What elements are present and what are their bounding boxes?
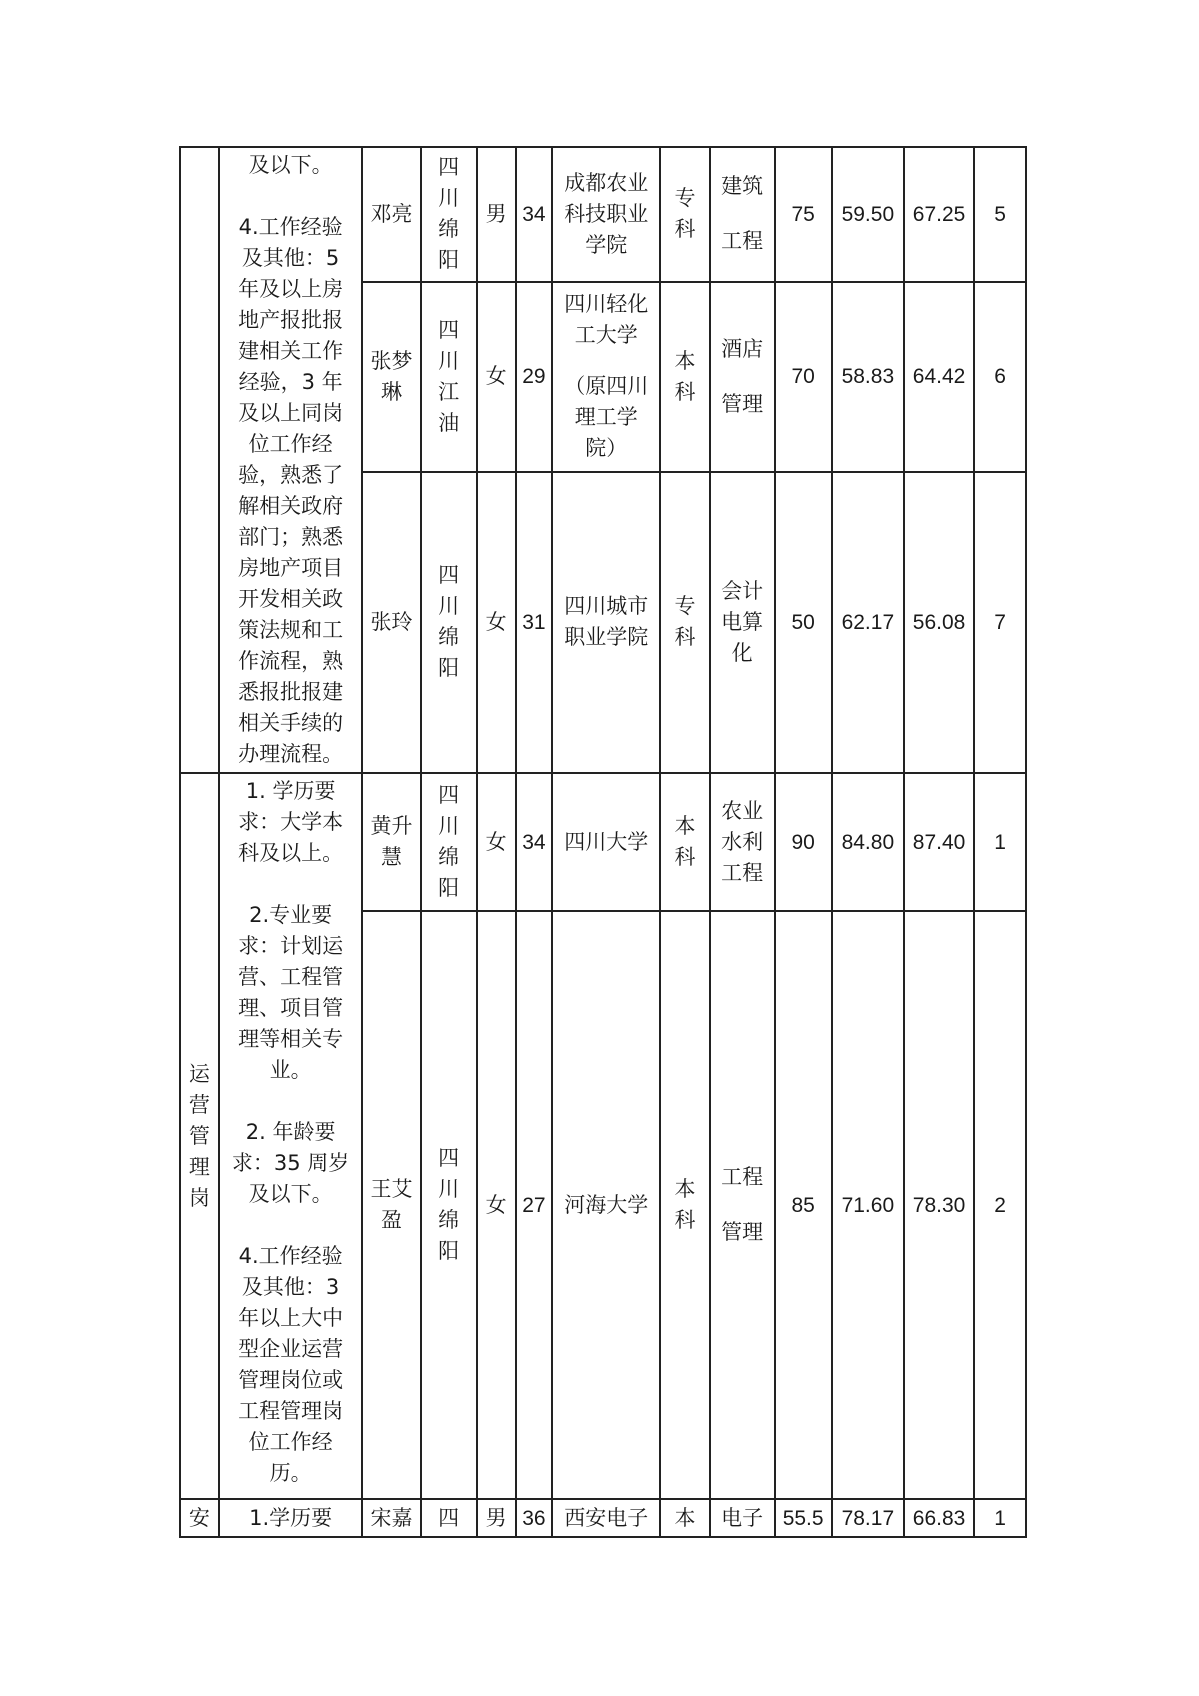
total-score-cell: 67.25 — [904, 147, 974, 282]
major-line: 会计 — [721, 578, 764, 603]
major-cell — [710, 773, 775, 911]
name-line: 王艾 — [370, 1177, 413, 1201]
degree-char: 科 — [674, 625, 696, 650]
school-line: （原四川 — [564, 374, 649, 399]
degree-cell — [660, 911, 710, 1499]
hometown-char: 四 — [438, 317, 460, 342]
req-line: 地产报批报 — [238, 308, 344, 332]
req-line: 解相关政府 — [238, 494, 344, 518]
hometown-char: 四 — [438, 563, 460, 588]
degree-char: 科 — [674, 845, 696, 869]
gender-cell: 女 — [477, 282, 516, 472]
req-line: 2. 年龄要 — [245, 1120, 336, 1144]
table-row — [180, 1499, 1026, 1537]
degree-cell — [660, 147, 710, 282]
gender-cell: 女 — [477, 773, 516, 911]
hometown-char: 绵 — [438, 845, 460, 869]
req-line: 位工作经 — [248, 432, 333, 456]
req-line: 经验，3 年 — [238, 370, 343, 394]
major-line: 农业 — [721, 798, 764, 823]
major-line: 工程 — [721, 1165, 764, 1189]
position-cell — [180, 147, 219, 773]
major-cell — [710, 282, 775, 472]
req-line: 业。 — [269, 1058, 312, 1082]
score1-cell: 50 — [775, 472, 832, 773]
name-line: 黄升 — [370, 814, 413, 838]
score1-cell: 90 — [775, 773, 832, 911]
rank-cell: 7 — [974, 472, 1026, 773]
score1-cell: 55.5 — [775, 1499, 832, 1537]
req-line: 及以下。 — [248, 153, 333, 177]
gender-cell: 男 — [477, 1499, 516, 1537]
name-cell: 宋嘉 — [362, 1499, 420, 1537]
req-line: 4.工作经验 — [238, 1244, 343, 1268]
major-line: 管理 — [721, 1220, 764, 1244]
rank-cell: 5 — [974, 147, 1026, 282]
degree-char: 专 — [674, 594, 696, 619]
score1-cell: 70 — [775, 282, 832, 472]
total-score-cell: 56.08 — [904, 472, 974, 773]
req-line: 策法规和工 — [238, 618, 344, 642]
degree-cell: 本 — [660, 1499, 710, 1537]
total-score-cell: 87.40 — [904, 773, 974, 911]
hometown-char: 绵 — [438, 217, 460, 242]
hometown-char: 阳 — [438, 1239, 460, 1263]
degree-char: 本 — [674, 814, 696, 838]
hometown-char: 油 — [438, 410, 460, 435]
hometown-cell — [421, 472, 477, 773]
req-line: 及其他：3 — [241, 1275, 340, 1299]
position-cell: 安 — [180, 1499, 219, 1537]
degree-cell — [660, 773, 710, 911]
name-cell: 邓亮 — [362, 147, 420, 282]
degree-cell — [660, 472, 710, 773]
req-line: 部门；熟悉 — [238, 525, 344, 549]
position-char: 运 — [188, 1061, 210, 1086]
major-cell — [710, 147, 775, 282]
hometown-cell — [421, 773, 477, 911]
requirement-cell — [219, 773, 363, 1499]
age-cell: 36 — [516, 1499, 553, 1537]
hometown-char: 绵 — [438, 1208, 460, 1232]
req-line: 营、工程管 — [238, 965, 344, 989]
score2-cell: 62.17 — [832, 472, 904, 773]
req-line: 2.专业要 — [249, 903, 333, 927]
req-line: 求：大学本 — [238, 810, 344, 834]
hometown-char: 阳 — [438, 876, 460, 900]
hometown-char: 四 — [438, 1146, 460, 1170]
school-cell: 河海大学 — [552, 911, 660, 1499]
name-line: 盈 — [380, 1208, 402, 1232]
req-line: 型企业运营 — [238, 1337, 344, 1361]
hometown-cell: 四 — [421, 1499, 477, 1537]
rank-cell: 2 — [974, 911, 1026, 1499]
hometown-char: 绵 — [438, 625, 460, 650]
hometown-char: 川 — [438, 348, 460, 373]
req-line: 悉报批报建 — [238, 680, 344, 704]
req-line: 验，熟悉了 — [238, 463, 344, 487]
school-line: 院） — [585, 436, 628, 461]
req-line: 开发相关政 — [238, 587, 344, 611]
school-line: 四川轻化 — [564, 292, 649, 317]
major-line: 水利 — [721, 829, 764, 854]
req-line: 求：35 周岁 — [231, 1151, 350, 1175]
req-line: 科及以上。 — [238, 841, 344, 865]
major-line: 化 — [731, 640, 753, 665]
school-cell: 西安电子 — [552, 1499, 660, 1537]
gender-cell: 女 — [477, 911, 516, 1499]
major-cell: 电子 — [710, 1499, 775, 1537]
school-line: 学院 — [585, 232, 628, 257]
name-line: 琳 — [380, 379, 402, 404]
age-cell: 34 — [516, 773, 553, 911]
name-line: 张梦 — [370, 348, 413, 373]
hometown-char: 川 — [438, 594, 460, 619]
major-line: 工程 — [721, 229, 764, 254]
name-cell — [362, 773, 420, 911]
rank-cell: 6 — [974, 282, 1026, 472]
major-cell — [710, 911, 775, 1499]
major-line: 建筑 — [721, 174, 764, 199]
age-cell: 34 — [516, 147, 553, 282]
major-line: 电算 — [721, 609, 764, 634]
age-cell: 29 — [516, 282, 553, 472]
score2-cell: 71.60 — [832, 911, 904, 1499]
gender-cell: 女 — [477, 472, 516, 773]
age-cell: 27 — [516, 911, 553, 1499]
req-line: 建相关工作 — [238, 339, 344, 363]
school-line: 职业学院 — [564, 625, 649, 650]
score1-cell: 75 — [775, 147, 832, 282]
degree-char: 科 — [674, 379, 696, 404]
major-cell — [710, 472, 775, 773]
table-row — [180, 147, 1026, 282]
req-line: 工程管理岗 — [238, 1399, 344, 1423]
position-cell — [180, 773, 219, 1499]
degree-cell — [660, 282, 710, 472]
req-line: 作流程，熟 — [238, 649, 344, 673]
degree-char: 科 — [674, 217, 696, 242]
position-char: 岗 — [188, 1185, 210, 1210]
name-line: 慧 — [380, 845, 402, 869]
req-line: 年及以上房 — [238, 277, 344, 301]
degree-char: 专 — [674, 186, 696, 211]
school-line: 工大学 — [574, 323, 638, 348]
req-line: 理、项目管 — [238, 996, 344, 1020]
total-score-cell: 78.30 — [904, 911, 974, 1499]
hometown-char: 阳 — [438, 656, 460, 681]
name-cell: 张玲 — [362, 472, 420, 773]
school-cell — [552, 472, 660, 773]
score2-cell: 78.17 — [832, 1499, 904, 1537]
requirement-cell — [219, 147, 363, 773]
req-line: 历。 — [269, 1461, 312, 1485]
major-line: 工程 — [721, 860, 764, 885]
req-line: 位工作经 — [248, 1430, 333, 1454]
hometown-cell — [421, 147, 477, 282]
school-line: 科技职业 — [564, 201, 649, 226]
school-line: 理工学 — [574, 405, 638, 430]
position-char: 营 — [188, 1092, 210, 1117]
req-line: 求：计划运 — [238, 934, 344, 958]
req-line: 相关手续的 — [238, 711, 344, 735]
major-line: 酒店 — [721, 336, 764, 361]
req-line: 办理流程。 — [238, 742, 344, 766]
req-line: 理等相关专 — [238, 1027, 344, 1051]
req-line: 及其他：5 — [241, 246, 340, 270]
rank-cell: 1 — [974, 1499, 1026, 1537]
name-cell — [362, 282, 420, 472]
score1-cell: 85 — [775, 911, 832, 1499]
hometown-char: 江 — [438, 379, 460, 404]
requirement-cell: 1.学历要 — [219, 1499, 363, 1537]
degree-char: 本 — [674, 1177, 696, 1201]
req-line: 年以上大中 — [238, 1306, 344, 1330]
total-score-cell: 64.42 — [904, 282, 974, 472]
school-line: 成都农业 — [564, 170, 649, 195]
school-cell — [552, 282, 660, 472]
name-cell — [362, 911, 420, 1499]
age-cell: 31 — [516, 472, 553, 773]
hometown-char: 阳 — [438, 248, 460, 273]
req-line: 4.工作经验 — [238, 215, 343, 239]
hometown-char: 川 — [438, 186, 460, 211]
school-cell — [552, 147, 660, 282]
hometown-char: 川 — [438, 814, 460, 838]
req-line: 房地产项目 — [238, 556, 344, 580]
hometown-char: 四 — [438, 155, 460, 180]
total-score-cell: 66.83 — [904, 1499, 974, 1537]
table-row — [180, 773, 1026, 911]
req-line: 及以上同岗 — [238, 401, 344, 425]
major-line: 管理 — [721, 391, 764, 416]
candidate-table — [179, 146, 1027, 1538]
hometown-char: 川 — [438, 1177, 460, 1201]
degree-char: 科 — [674, 1208, 696, 1232]
req-line: 及以下。 — [248, 1182, 333, 1206]
rank-cell: 1 — [974, 773, 1026, 911]
score2-cell: 59.50 — [832, 147, 904, 282]
hometown-cell — [421, 282, 477, 472]
req-line: 管理岗位或 — [238, 1368, 344, 1392]
score2-cell: 58.83 — [832, 282, 904, 472]
degree-char: 本 — [674, 348, 696, 373]
score2-cell: 84.80 — [832, 773, 904, 911]
position-char: 理 — [188, 1154, 210, 1179]
position-char: 管 — [188, 1123, 210, 1148]
school-cell: 四川大学 — [552, 773, 660, 911]
hometown-cell — [421, 911, 477, 1499]
req-line: 1. 学历要 — [245, 779, 336, 803]
hometown-char: 四 — [438, 783, 460, 807]
gender-cell: 男 — [477, 147, 516, 282]
school-line: 四川城市 — [564, 594, 649, 619]
